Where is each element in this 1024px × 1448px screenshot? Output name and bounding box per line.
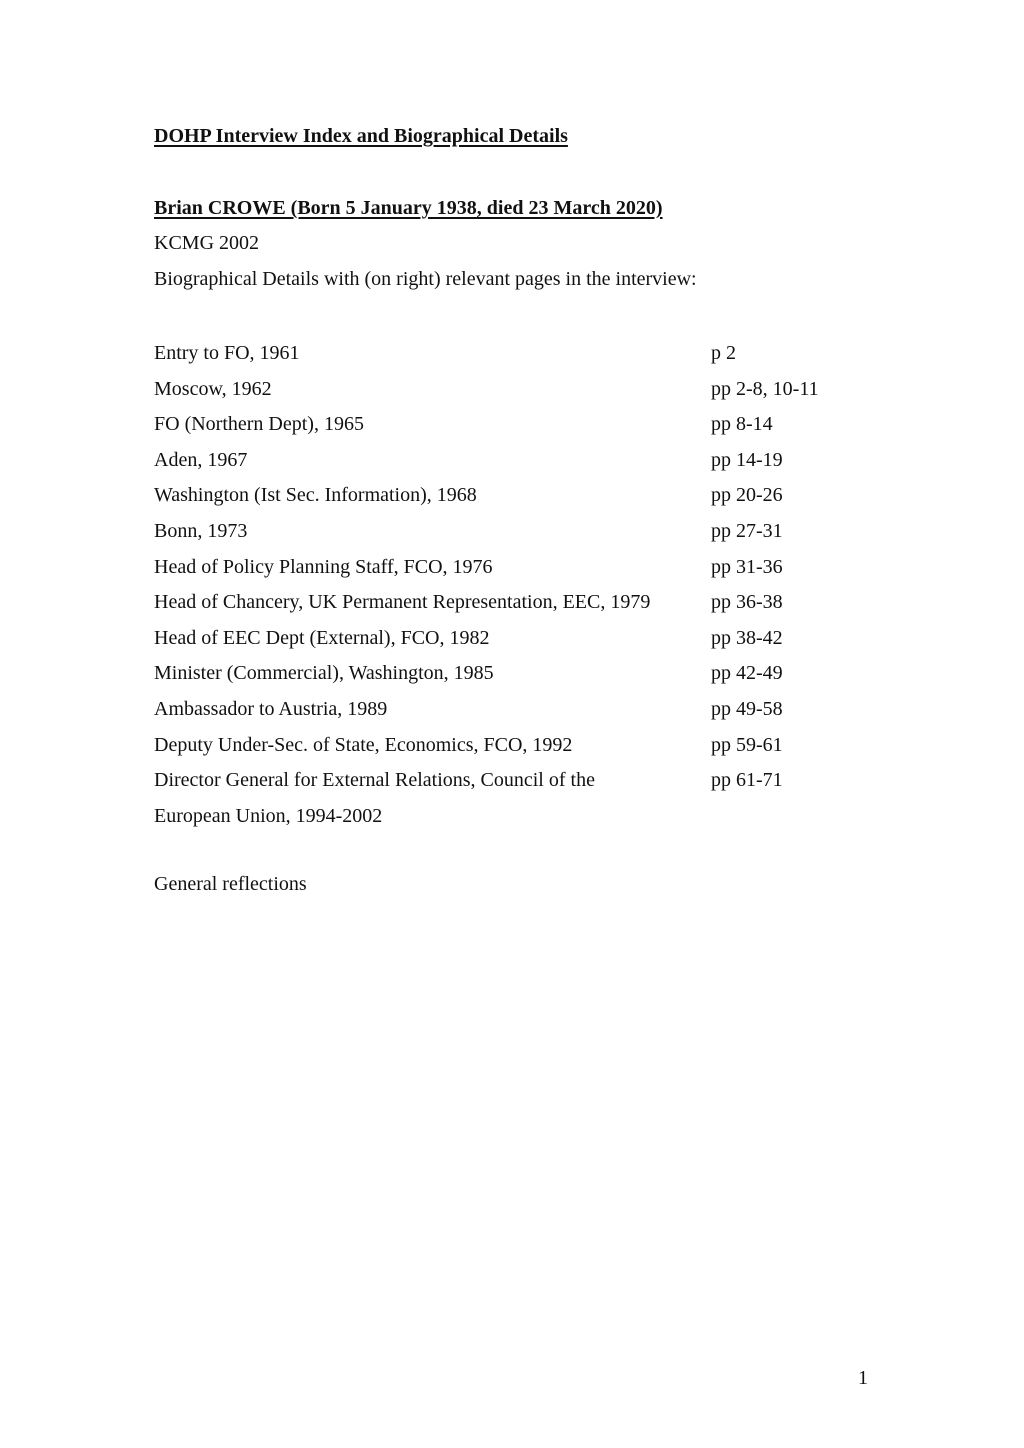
list-item <box>154 514 854 550</box>
closing-text: General reflections <box>154 873 307 895</box>
list-item <box>154 763 854 799</box>
entry-label: Head of Policy Planning Staff, FCO, 1976 <box>154 555 493 578</box>
list-item <box>154 799 854 835</box>
entry-label: Washington (Ist Sec. Information), 1968 <box>154 484 477 507</box>
list-item <box>154 443 854 479</box>
entry-label: FO (Northern Dept), 1965 <box>154 413 364 436</box>
entry-label: Deputy Under-Sec. of State, Economics, FCO, 1992 <box>154 733 573 756</box>
list-item <box>154 728 854 764</box>
entry-pages: pp 14-19 <box>711 448 783 471</box>
entry-pages: p 2 <box>711 342 736 364</box>
list-item <box>154 478 854 514</box>
list-item <box>154 550 854 586</box>
entry-label: Head of EEC Dept (External), FCO, 1982 <box>154 626 490 649</box>
entry-pages: pp 38-42 <box>711 626 783 649</box>
entry-label: Bonn, 1973 <box>154 519 248 542</box>
list-item <box>154 336 854 372</box>
list-item <box>154 585 854 621</box>
entry-label: Moscow, 1962 <box>154 377 272 400</box>
page-number: 1 <box>858 1367 868 1389</box>
document-title: DOHP Interview Index and Biographical Details <box>154 125 568 147</box>
entry-pages: pp 27-31 <box>711 519 783 542</box>
intro-text: Biographical Details with (on right) relevant pages in the interview: <box>154 268 697 290</box>
entry-label: Head of Chancery, UK Permanent Representation, EEC, 1979 <box>154 591 651 614</box>
list-item <box>154 692 854 728</box>
subject-heading: Brian CROWE (Born 5 January 1938, died 23 March 2020) <box>154 197 663 219</box>
entry-pages: pp 49-58 <box>711 697 783 720</box>
biography-entries-list <box>154 336 854 834</box>
entry-pages: pp 2-8, 10-11 <box>711 377 819 400</box>
entry-pages: pp 42-49 <box>711 662 783 685</box>
list-item <box>154 372 854 408</box>
entry-label: Aden, 1967 <box>154 448 248 471</box>
entry-pages: pp 61-71 <box>711 769 783 792</box>
entry-pages: pp 59-61 <box>711 733 783 756</box>
list-item <box>154 407 854 443</box>
list-item <box>154 656 854 692</box>
entry-label: Minister (Commercial), Washington, 1985 <box>154 662 494 685</box>
entry-label: European Union, 1994-2002 <box>154 804 383 827</box>
list-item <box>154 621 854 657</box>
honour-text: KCMG 2002 <box>154 232 260 254</box>
entry-pages: pp 36-38 <box>711 591 783 614</box>
entry-pages: pp 8-14 <box>711 413 773 436</box>
entry-label: Ambassador to Austria, 1989 <box>154 697 388 720</box>
entry-pages: pp 20-26 <box>711 484 783 507</box>
entry-pages: pp 31-36 <box>711 555 783 578</box>
entry-label: Director General for External Relations, Council of the <box>154 769 595 792</box>
entry-label: Entry to FO, 1961 <box>154 342 300 364</box>
